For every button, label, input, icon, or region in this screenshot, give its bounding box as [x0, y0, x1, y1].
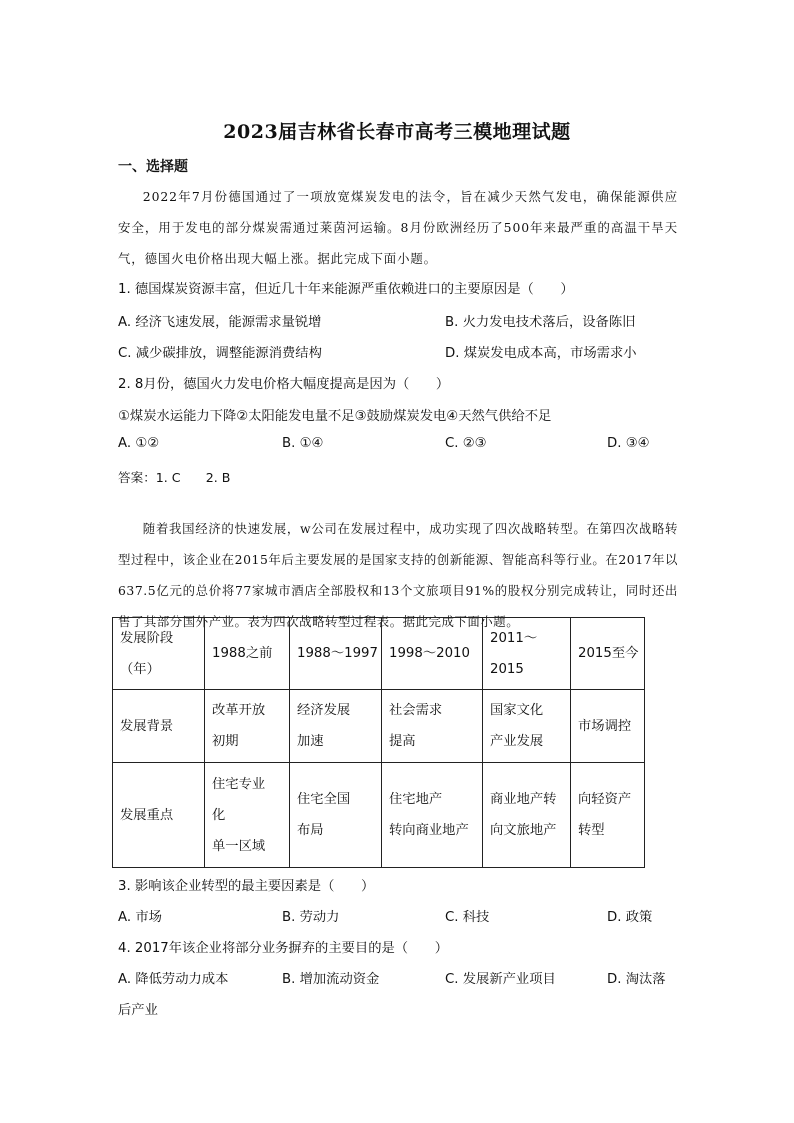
question-2-option-b: B. ①④ — [282, 436, 324, 451]
passage-2: 随着我国经济的快速发展，w公司在发展过程中，成功实现了四次战略转型。在第四次战略转型过程中，该企业在2015年后主要发展的是国家支持的创新能源、智能高科等行业。在2017年以637.5亿元的总价将77家城市酒店全部股权和13个文旅项目91%的股权分别完成转让，同时还出售了其部分国外产业。表为四次战略转型过程表。据此完成下面小题。 — [118, 521, 678, 629]
table-cell: 住宅专业 化 单一区域 — [205, 763, 290, 868]
answer-line: 答案：1. C 2. B — [118, 470, 231, 485]
question-4-option-d: D. 淘汰落 — [607, 972, 666, 987]
table-cell: 商业地产转 向文旅地产 — [483, 763, 571, 868]
table-row — [113, 690, 645, 763]
question-1-option-b: B. 火力发电技术落后，设备陈旧 — [445, 315, 636, 330]
table-header-cell: 1988～1997 — [290, 618, 382, 690]
question-4-option-c: C. 发展新产业项目 — [445, 972, 556, 987]
table-cell: 发展背景 — [113, 690, 205, 763]
passage-1: 2022年7月份德国通过了一项放宽煤炭发电的法令，旨在减少天然气发电，确保能源供应安全，用于发电的部分煤炭需通过莱茵河运输。8月份欧洲经历了500年来最严重的高温干旱天气，德国火电价格出现大幅上涨。据此完成下面小题。 — [118, 189, 678, 266]
question-4-option-a: A. 降低劳动力成本 — [118, 972, 229, 987]
question-2-choices: ①煤炭水运能力下降②太阳能发电量不足③鼓励煤炭发电④天然气供给不足 — [118, 409, 552, 424]
question-3-stem: 3. 影响该企业转型的最主要因素是（ ） — [118, 879, 375, 894]
question-3-option-b: B. 劳动力 — [282, 910, 340, 925]
table-cell: 向轻资产 转型 — [571, 763, 645, 868]
table-header-cell: 2015至今 — [571, 618, 645, 690]
table-cell: 发展重点 — [113, 763, 205, 868]
section-heading: 一、选择题 — [118, 159, 188, 175]
table-header-cell: 1988之前 — [205, 618, 290, 690]
question-1-option-c: C. 减少碳排放，调整能源消费结构 — [118, 346, 322, 361]
document-title: 2023届吉林省长春市高考三模地理试题 — [223, 121, 571, 143]
question-2-option-d: D. ③④ — [607, 436, 650, 451]
table-header-row — [113, 618, 645, 690]
table-cell: 市场调控 — [571, 690, 645, 763]
question-3-option-a: A. 市场 — [118, 910, 162, 925]
question-1-option-a: A. 经济飞速发展，能源需求量锐增 — [118, 315, 322, 330]
question-2-option-a: A. ①② — [118, 436, 160, 451]
question-4-option-b: B. 增加流动资金 — [282, 972, 380, 987]
table-row — [113, 763, 645, 868]
question-3-option-c: C. 科技 — [445, 910, 490, 925]
question-4-stem: 4. 2017年该企业将部分业务摒弃的主要目的是（ ） — [118, 941, 448, 956]
table-cell: 住宅全国 布局 — [290, 763, 382, 868]
table-cell: 改革开放 初期 — [205, 690, 290, 763]
strategy-table — [112, 617, 645, 868]
table-header-cell: 发展阶段 （年） — [113, 618, 205, 690]
question-4-continuation: 后产业 — [118, 1003, 158, 1018]
table-cell: 社会需求 提高 — [382, 690, 483, 763]
question-2-stem: 2. 8月份，德国火力发电价格大幅度提高是因为（ ） — [118, 377, 450, 392]
table-cell: 住宅地产 转向商业地产 — [382, 763, 483, 868]
table-cell: 国家文化 产业发展 — [483, 690, 571, 763]
table-header-cell: 1998～2010 — [382, 618, 483, 690]
question-1-stem: 1. 德国煤炭资源丰富，但近几十年来能源严重依赖进口的主要原因是（ ） — [118, 282, 574, 297]
question-3-option-d: D. 政策 — [607, 910, 653, 925]
question-1-option-d: D. 煤炭发电成本高，市场需求小 — [445, 346, 637, 361]
table-header-cell: 2011～2015 — [483, 618, 571, 690]
question-2-option-c: C. ②③ — [445, 436, 487, 451]
table-cell: 经济发展 加速 — [290, 690, 382, 763]
